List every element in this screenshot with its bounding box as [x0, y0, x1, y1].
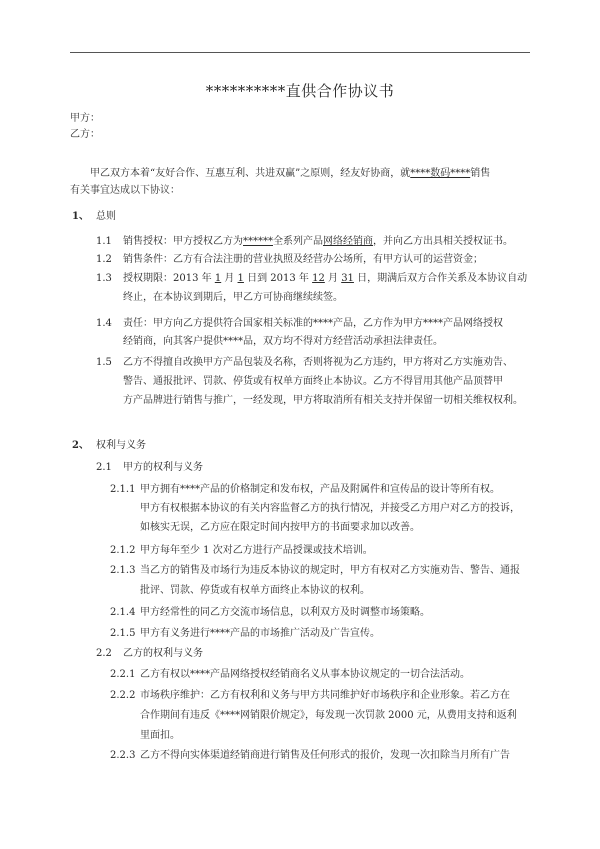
clause-2-1-4-text: 甲方经常性的同乙方交流市场信息，以利双方及时调整市场策略。	[140, 607, 430, 618]
clause-2-1-5-text: 甲方有义务进行****产品的市场推广活动及广告宣传。	[140, 628, 380, 639]
clause-2-2-3-number: 2.2.3	[110, 750, 136, 761]
clause-1-4-number: 1.4	[96, 318, 112, 329]
clause-1-3-number: 1.3	[96, 273, 112, 284]
clause-2-2-1-number: 2.2.1	[110, 669, 136, 680]
clause-1-3-line-1: 授权期限：2013 年 1 月 1 日到 2013 年 12 月 31 日，期满后双方合作关系及本协议自动	[123, 273, 528, 284]
clause-2-1-3-line-1: 当乙方的销售及市场行为违反本协议的规定时，甲方有权对乙方实施劝告、警告、通报	[140, 565, 520, 576]
subsection-2-1-title: 甲方的权利与义务	[123, 462, 203, 473]
clause-2-1-5-number: 2.1.5	[110, 628, 136, 639]
clause-1-5-line-1: 乙方不得擅自改换甲方产品包装及名称，否则将视为乙方违约，甲方将对乙方实施劝告、	[123, 357, 513, 368]
section-2-title: 权利与义务	[96, 440, 146, 451]
intro-line-1: 甲乙双方本着“友好合作、互惠互利、共进双赢”之原则，经友好协商，就****数码****销售	[90, 168, 491, 179]
clause-2-2-3-line-1: 乙方不得向实体渠道经销商进行销售及任何形式的报价，发现一次扣除当月所有广告	[140, 750, 510, 761]
clause-1-5-line-2: 警告、通报批评、罚款、停货或有权单方面终止本协议。乙方不得冒用其他产品顶替甲	[123, 376, 503, 387]
subsection-2-2-number: 2.2	[96, 648, 112, 659]
clause-2-1-4-number: 2.1.4	[110, 607, 136, 618]
clause-1-5-line-3: 方产品牌进行销售与推广，一经发现，甲方将取消所有相关支持并保留一切相关维权权利。	[123, 395, 523, 406]
document-title: **********直供合作协议书	[205, 82, 395, 100]
clause-1-2-text: 销售条件：乙方有合法注册的营业执照及经营办公场所，有甲方认可的运营资金；	[123, 254, 483, 265]
subsection-2-1-number: 2.1	[96, 462, 112, 473]
section-1-number: 1、	[72, 211, 89, 222]
clause-1-4-line-2: 经销商，向其客户提供****品，双方均不得对方经营活动承担法律责任。	[123, 336, 443, 347]
clause-2-2-2-number: 2.2.2	[110, 690, 136, 701]
party-a-label: 甲方：	[70, 113, 100, 124]
clause-1-1-number: 1.1	[96, 236, 112, 247]
section-2-number: 2、	[72, 440, 89, 451]
clause-1-2-number: 1.2	[96, 254, 112, 265]
clause-2-1-1-line-3: 如核实无误，乙方应在限定时间内按甲方的书面要求加以改善。	[140, 522, 420, 533]
clause-2-2-2-line-2: 合作期间有违反《****网销限价规定》，每发现一次罚款 2000 元，从费用支持和返利	[140, 710, 517, 721]
clause-2-1-2-number: 2.1.2	[110, 545, 136, 556]
clause-1-1-text: 销售授权：甲方授权乙方为******全系列产品网络经销商，并向乙方出具相关授权证书。	[123, 236, 513, 247]
intro-line-2: 有关事宜达成以下协议：	[70, 185, 180, 196]
subsection-2-2-title: 乙方的权利与义务	[123, 648, 203, 659]
party-b-label: 乙方：	[70, 129, 100, 140]
clause-2-2-2-line-1: 市场秩序维护：乙方有权利和义务与甲方共同维护好市场秩序和企业形象。若乙方在	[140, 690, 510, 701]
clause-2-2-2-line-3: 里面扣。	[140, 730, 180, 741]
clause-2-1-1-line-2: 甲方有权根据本协议的有关内容监督乙方的执行情况，并接受乙方用户对乙方的投诉，	[140, 503, 520, 514]
clause-2-2-1-text: 乙方有权以****产品网络授权经销商名义从事本协议规定的一切合法活动。	[140, 669, 470, 680]
clause-2-1-1-number: 2.1.1	[110, 484, 136, 495]
clause-2-1-3-number: 2.1.3	[110, 565, 136, 576]
clause-2-1-1-line-1: 甲方拥有****产品的价格制定和发布权，产品及附属件和宣传品的设计等所有权。	[140, 484, 500, 495]
clause-1-3-line-2: 终止，在本协议到期后，甲乙方可协商继续续签。	[123, 292, 343, 303]
section-1-title: 总则	[96, 211, 116, 222]
header-rule	[70, 52, 530, 53]
clause-2-1-3-line-2: 批评、罚款、停货或有权单方面终止本协议的权利。	[140, 585, 370, 596]
clause-1-4-line-1: 责任：甲方向乙方提供符合国家相关标准的****产品，乙方作为甲方****产品网络授权	[123, 318, 503, 329]
clause-2-1-2-text: 甲方每年至少 1 次对乙方进行产品授课或技术培训。	[140, 545, 373, 556]
clause-1-5-number: 1.5	[96, 357, 112, 368]
